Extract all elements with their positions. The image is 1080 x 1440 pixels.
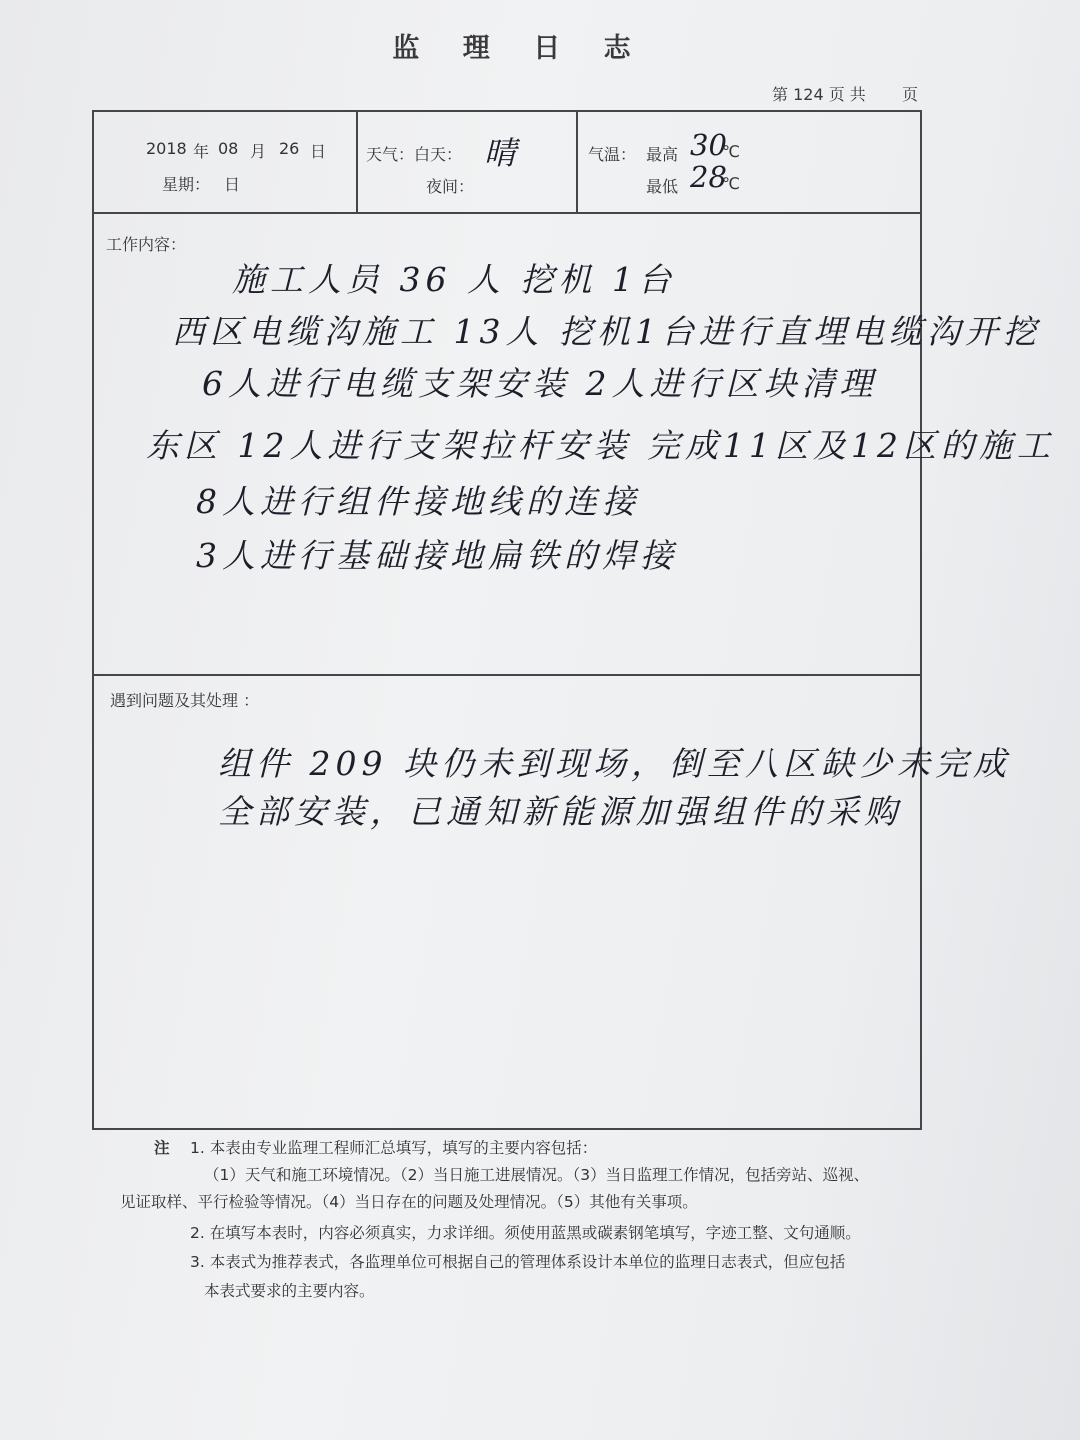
weather-label: 天气： xyxy=(366,145,415,164)
low-temp-label: 最低 xyxy=(646,177,679,196)
page-number: 第 124 页 共 xyxy=(772,85,866,104)
divider xyxy=(92,212,922,214)
day-unit: 日 xyxy=(310,142,327,161)
work-content-label: 工作内容： xyxy=(106,235,187,254)
temp-unit: ℃ xyxy=(722,174,740,193)
weekday-label: 星期： xyxy=(162,175,211,194)
high-temp-label: 最高 xyxy=(646,145,679,164)
low-temp-value: 28 xyxy=(690,160,727,194)
note-item: 本表式要求的主要内容。 xyxy=(204,1282,375,1300)
note-item: 1. 本表由专业监理工程师汇总填写，填写的主要内容包括： xyxy=(190,1139,598,1157)
problem-line: 组件 209 块仍未到现场，倒至八区缺少未完成 xyxy=(218,744,1011,783)
page-total-label: 页 xyxy=(902,85,919,104)
work-line: 8人进行组件接地线的连接 xyxy=(196,482,640,521)
daytime-weather: 晴 xyxy=(484,134,517,172)
note-item: （1）天气和施工环境情况。（2）当日施工进展情况。（3）当日监理工作情况，包括旁站、巡视、 xyxy=(204,1166,870,1184)
date-year: 2018 xyxy=(146,139,187,158)
note-item: 2. 在填写本表时，内容必须真实，力求详细。须使用蓝黑或碳素钢笔填写，字迹工整、文句通顺。 xyxy=(190,1224,861,1242)
problem-line: 全部安装，已通知新能源加强组件的采购 xyxy=(218,792,902,831)
note-item: 3. 本表式为推荐表式，各监理单位可根据自己的管理体系设计本单位的监理日志表式，但应包括 xyxy=(190,1253,846,1271)
month-unit: 月 xyxy=(250,142,267,161)
divider xyxy=(92,674,922,676)
note-item: 见证取样、平行检验等情况。（4）当日存在的问题及处理情况。（5）其他有关事项。 xyxy=(120,1193,698,1211)
notes-prefix: 注 xyxy=(154,1139,170,1157)
page-title: 监 理 日 志 xyxy=(392,33,648,64)
problems-label: 遇到问题及其处理 ： xyxy=(110,691,260,710)
high-temp-value: 30 xyxy=(690,128,727,162)
work-line: 6人进行电缆支架安装 2人进行区块清理 xyxy=(202,364,878,403)
divider xyxy=(576,110,578,212)
night-label: 夜间： xyxy=(426,177,475,196)
weekday-value: 日 xyxy=(224,175,241,194)
divider xyxy=(356,110,358,212)
date-day: 26 xyxy=(279,139,300,158)
temp-unit: ℃ xyxy=(722,142,740,161)
work-line: 东区 12人进行支架拉杆安装 完成11区及12区的施工 xyxy=(146,426,1055,465)
date-month: 08 xyxy=(218,139,239,158)
year-unit: 年 xyxy=(193,142,210,161)
work-line: 西区电缆沟施工 13人 挖机1台进行直埋电缆沟开挖 xyxy=(172,312,1041,351)
work-line: 3人进行基础接地扁铁的焊接 xyxy=(196,536,678,575)
daytime-label: 白天： xyxy=(414,145,463,164)
work-line: 施工人员 36 人 挖机 1台 xyxy=(232,260,676,299)
temperature-label: 气温： xyxy=(588,145,637,164)
